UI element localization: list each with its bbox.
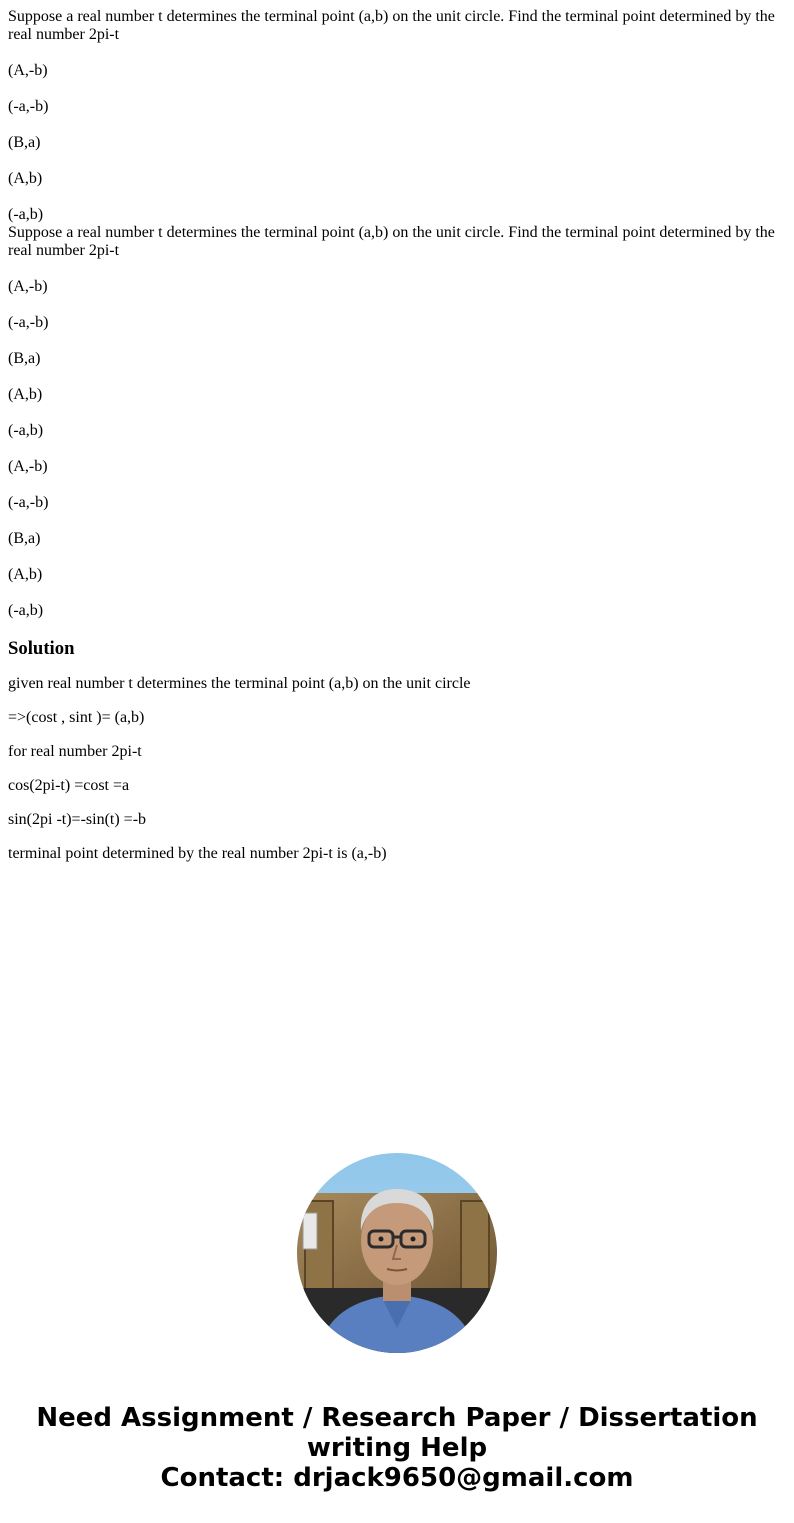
- question-block: [8, 8, 786, 224]
- tutor-photo-svg: [297, 1153, 497, 1353]
- option-item: (-a,-b): [8, 314, 49, 331]
- option-item: (-a,b): [8, 422, 44, 439]
- options-repeat-list: [8, 278, 786, 620]
- footer-banner: [0, 1403, 794, 1493]
- option-item: (B,a): [8, 530, 41, 547]
- footer-line-1: Need Assignment / Research Paper / Dissertation: [36, 1403, 758, 1433]
- option-item: (A,b): [8, 566, 43, 583]
- option-item: (A,-b): [8, 278, 48, 295]
- option-item: (A,b): [8, 386, 43, 403]
- solution-line: terminal point determined by the real number 2pi-t is (a,-b): [8, 845, 387, 862]
- footer-contact: Contact: drjack9650@gmail.com: [160, 1463, 634, 1493]
- question-repeat-block: [8, 224, 786, 620]
- option-item: (-a,-b): [8, 494, 49, 511]
- option-item: (-a,b): [8, 602, 44, 619]
- document-body: [8, 8, 786, 879]
- option-item: (-a,-b): [8, 98, 49, 115]
- solution-block: [8, 638, 786, 863]
- option-item: (-a,b): [8, 206, 44, 223]
- question-repeat-text: Suppose a real number t determines the terminal point (a,b) on the unit circle. Find the terminal point determined by the real number 2pi-t: [8, 224, 775, 259]
- solution-line: =>(cost , sint )= (a,b): [8, 709, 145, 726]
- solution-line: for real number 2pi-t: [8, 743, 142, 760]
- solution-heading: Solution: [8, 638, 75, 659]
- tutor-photo-icon: [297, 1153, 497, 1353]
- option-item: (A,-b): [8, 62, 48, 79]
- option-item: (A,b): [8, 170, 43, 187]
- option-item: (B,a): [8, 134, 41, 151]
- option-item: (A,-b): [8, 458, 48, 475]
- solution-line: given real number t determines the terminal point (a,b) on the unit circle: [8, 675, 471, 692]
- solution-line: sin(2pi -t)=-sin(t) =-b: [8, 811, 147, 828]
- solution-line: cos(2pi-t) =cost =a: [8, 777, 130, 794]
- options-list: [8, 62, 786, 224]
- option-item: (B,a): [8, 350, 41, 367]
- question-text: Suppose a real number t determines the terminal point (a,b) on the unit circle. Find the terminal point determined by the real number 2pi-t: [8, 8, 775, 43]
- footer-line-2: writing Help: [306, 1433, 488, 1463]
